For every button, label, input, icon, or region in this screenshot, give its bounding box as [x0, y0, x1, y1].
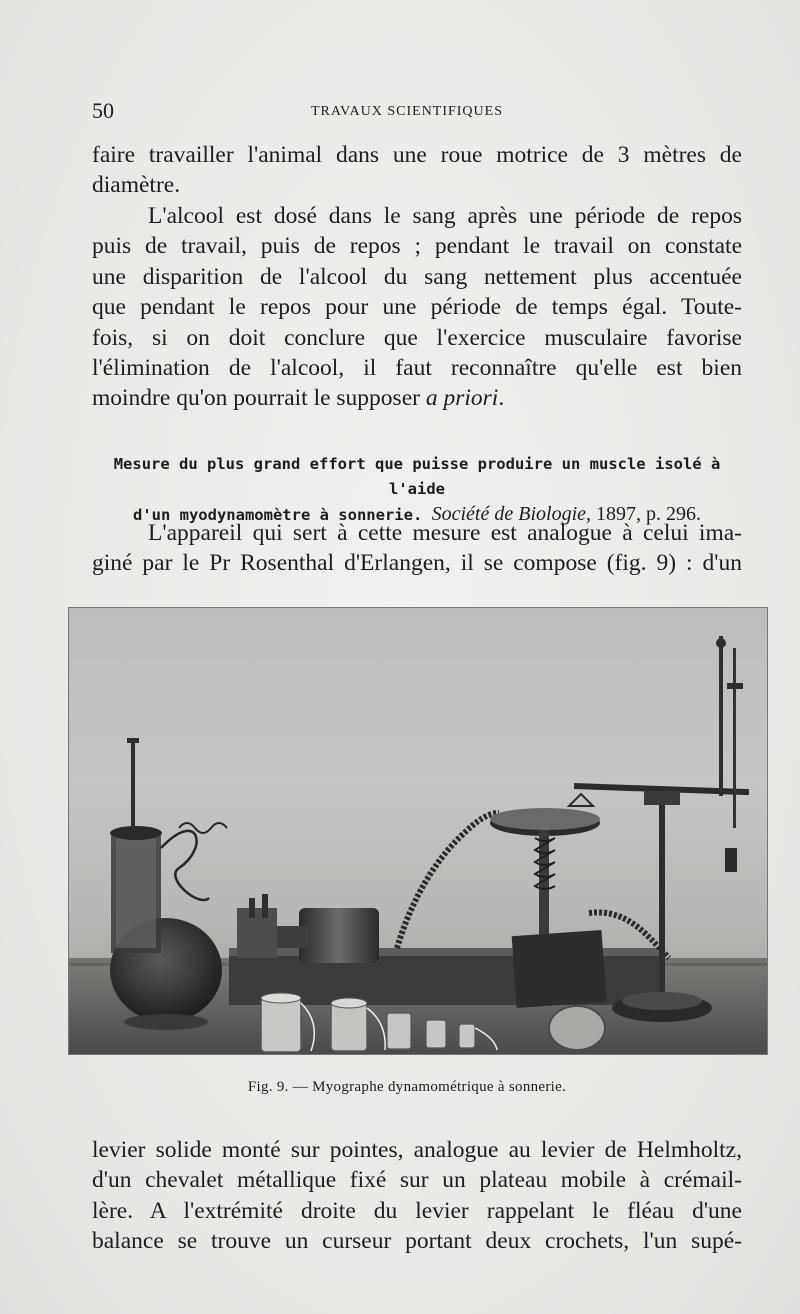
- page-header: [92, 98, 722, 122]
- text-fragment: moindre qu'on pourrait le supposer: [92, 385, 426, 412]
- running-head: TRAVAUX SCIENTIFIQUES: [310, 104, 503, 119]
- text-line: puis de travail, puis de repos ; pendant le travail on constate: [92, 233, 742, 260]
- paragraph-continuation: [92, 140, 742, 201]
- paragraph-lever: [92, 1135, 742, 1257]
- text-line: L'alcool est dosé dans le sang après une période de repos: [148, 203, 742, 229]
- spiral-wire: [397, 813, 499, 948]
- text-line: une disparition de l'alcool du sang nettement plus accentuée: [92, 263, 742, 290]
- paragraph-alcohol: [92, 201, 742, 414]
- text-line: que pendant le repos pour une période de temps égal. Toute-: [92, 294, 742, 321]
- rotating-plate: [490, 794, 600, 950]
- text-line: d'un chevalet métallique fixé sur un plateau mobile à crémail-: [92, 1167, 742, 1194]
- text-line: balance se trouve un curseur portant deux crochets, l'un supé-: [92, 1228, 742, 1255]
- text-line: levier solide monté sur pointes, analogue au levier de Helmholtz,: [92, 1137, 742, 1163]
- caption-text: — Myographe dynamométrique à sonnerie.: [288, 1079, 567, 1095]
- text-line: giné par le Pr Rosenthal d'Erlangen, il se compose (fig. 9) : d'un: [92, 550, 742, 577]
- electromagnet: [237, 894, 379, 963]
- heading-line-1: Mesure du plus grand effort que puisse produire un muscle isolé à l'aide: [113, 455, 721, 498]
- apparatus-illustration: [69, 608, 767, 1054]
- text-line: fois, si on doit conclure que l'exercice musculaire favorise: [92, 324, 742, 351]
- text-fragment: .: [498, 385, 505, 412]
- text-line: lère. A l'extrémité droite du levier rappelant le fléau d'une: [92, 1197, 742, 1224]
- text-line-last: [92, 383, 742, 413]
- figure-caption: [92, 1079, 722, 1096]
- italic-phrase: a priori: [425, 385, 499, 412]
- text-line: faire travailler l'animal dans une roue motrice de 3 mètres de: [92, 142, 742, 168]
- journal-name: Société de Biologie,: [431, 503, 592, 525]
- battery-flask: [110, 738, 227, 1030]
- bell-box: [512, 930, 607, 1008]
- paragraph-apparatus: [92, 518, 742, 579]
- caption-label: Fig. 9.: [247, 1079, 289, 1095]
- figure-photograph: [68, 607, 768, 1055]
- heading-title-end: d'un myodynamomètre à sonnerie.: [132, 506, 423, 524]
- page-number: 50: [92, 98, 114, 123]
- text-line: L'appareil qui sert à cette mesure est analogue à celui ima-: [148, 520, 742, 546]
- bell: [549, 1006, 605, 1050]
- journal-reference: 1897, p. 296.: [591, 503, 702, 525]
- text-line: diamètre.: [92, 172, 181, 199]
- section-heading: [92, 452, 742, 528]
- text-line: l'élimination de l'alcool, il faut reconnaître qu'elle est bien: [92, 355, 742, 382]
